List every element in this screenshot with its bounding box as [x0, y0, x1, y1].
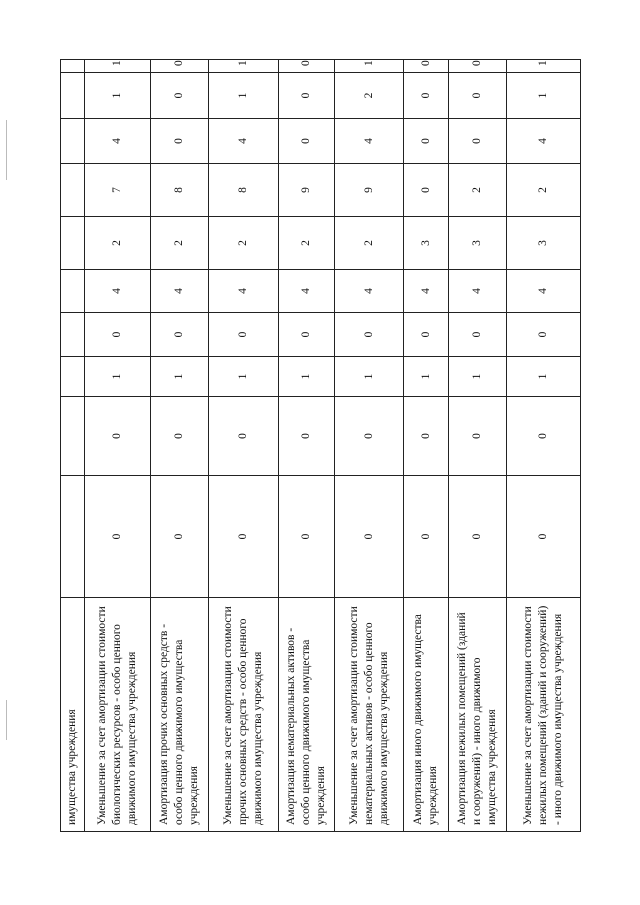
table-cell: 4	[209, 119, 279, 164]
table-row	[335, 60, 404, 832]
table-cell	[61, 270, 85, 313]
table-cell: 0	[449, 73, 507, 119]
row-label: Уменьшение за счет амортизации стоимости прочих основных средств - особо ценного движимого имущества учреждения	[209, 598, 279, 832]
table-cell: 0	[279, 73, 335, 119]
table-cell: 4	[279, 270, 335, 313]
table-cell: 1	[507, 357, 581, 397]
table-cell: 1	[335, 60, 404, 73]
table-cell: 0	[151, 60, 209, 73]
table-cell: 1	[85, 60, 151, 73]
table-cell: 0	[507, 397, 581, 476]
table-cell: 1	[335, 357, 404, 397]
table-row	[85, 60, 151, 832]
table-cell: 0	[279, 119, 335, 164]
table-cell: 8	[209, 164, 279, 217]
table-cell: 0	[404, 476, 449, 598]
table-cell: 9	[335, 164, 404, 217]
table-cell: 1	[507, 60, 581, 73]
table-cell: 8	[151, 164, 209, 217]
amortization-table	[60, 59, 581, 832]
table-cell: 0	[404, 397, 449, 476]
table-cell: 1	[209, 73, 279, 119]
table-cell: 0	[335, 313, 404, 357]
table-cell: 0	[209, 397, 279, 476]
table-cell: 4	[209, 270, 279, 313]
table-cell: 1	[507, 73, 581, 119]
table-cell: 0	[85, 313, 151, 357]
table-cell: 4	[335, 119, 404, 164]
table-cell: 3	[449, 217, 507, 270]
table-cell: 4	[85, 270, 151, 313]
table-cell: 4	[507, 270, 581, 313]
table-cell: 0	[449, 313, 507, 357]
table-cell: 0	[449, 60, 507, 73]
table-cell: 2	[449, 164, 507, 217]
table-cell: 0	[404, 60, 449, 73]
table-cell	[61, 476, 85, 598]
table-cell: 0	[335, 476, 404, 598]
table-cell: 0	[279, 397, 335, 476]
table-cell: 0	[449, 397, 507, 476]
row-label: Амортизация прочих основных средств - особо ценного движимого имущества учреждения	[151, 598, 209, 832]
table-cell	[61, 313, 85, 357]
table-cell: 7	[85, 164, 151, 217]
table-cell: 0	[279, 476, 335, 598]
table-cell: 2	[279, 217, 335, 270]
table-cell: 0	[335, 397, 404, 476]
table-cell: 1	[85, 73, 151, 119]
table-cell: 4	[449, 270, 507, 313]
table-cell: 4	[507, 119, 581, 164]
table-cell: 0	[85, 476, 151, 598]
table-cell: 3	[404, 217, 449, 270]
table-cell: 0	[151, 476, 209, 598]
table-cell: 0	[404, 164, 449, 217]
scan-edge-mark	[6, 120, 7, 180]
table-cell	[61, 164, 85, 217]
table-cell: 9	[279, 164, 335, 217]
table-cell: 1	[209, 60, 279, 73]
table-cell: 0	[209, 313, 279, 357]
table-cell: 0	[507, 476, 581, 598]
table-cell: 0	[151, 313, 209, 357]
row-label: Амортизация нежилых помещений (зданий и сооружений) - иного движимого имущества учреждения	[449, 598, 507, 832]
table-cell: 0	[404, 313, 449, 357]
table-cell: 2	[335, 73, 404, 119]
table-cell: 4	[151, 270, 209, 313]
table-cell	[61, 397, 85, 476]
table-cell: 0	[209, 476, 279, 598]
table-cell: 2	[335, 217, 404, 270]
table-cell: 0	[507, 313, 581, 357]
table-cell	[61, 217, 85, 270]
table-row	[151, 60, 209, 832]
table-cell: 4	[85, 119, 151, 164]
table-row	[209, 60, 279, 832]
table-cell: 0	[279, 60, 335, 73]
table-cell: 0	[449, 476, 507, 598]
table-cell: 2	[151, 217, 209, 270]
table-cell: 4	[404, 270, 449, 313]
table-cell: 3	[507, 217, 581, 270]
table-cell: 2	[507, 164, 581, 217]
table-cell: 0	[279, 313, 335, 357]
table-row	[449, 60, 507, 832]
table-cell	[61, 73, 85, 119]
table-cell: 1	[151, 357, 209, 397]
scan-edge-mark	[6, 700, 7, 740]
table-row	[279, 60, 335, 832]
row-label: Амортизация нематериальных активов - особо ценного движимого имущества учреждения	[279, 598, 335, 832]
row-label: Уменьшение за счет амортизации стоимости биологических ресурсов - особо ценного движимого имущества учреждения	[85, 598, 151, 832]
row-label: Амортизация иного движимого имущества учреждения	[404, 598, 449, 832]
table-cell	[61, 119, 85, 164]
table-cell: 1	[85, 357, 151, 397]
rotated-table-wrapper	[60, 60, 580, 832]
table-cell: 1	[449, 357, 507, 397]
table-cell: 1	[404, 357, 449, 397]
table-cell: 0	[151, 119, 209, 164]
table-cell	[61, 357, 85, 397]
table-row	[404, 60, 449, 832]
table-row	[507, 60, 581, 832]
table-cell: 0	[151, 73, 209, 119]
row-label: Уменьшение за счет амортизации стоимости нематериальных активов - особо ценного движимого имущества учреждения	[335, 598, 404, 832]
table-cell: 2	[85, 217, 151, 270]
row-label: Уменьшение за счет амортизации стоимости нежилых помещений (зданий и сооружений) - иного движимого имущества учреждения	[507, 598, 581, 832]
table-cell: 2	[209, 217, 279, 270]
row-label: имущества учреждения	[61, 598, 85, 832]
table-cell: 0	[404, 73, 449, 119]
table-cell: 1	[209, 357, 279, 397]
table-cell: 0	[449, 119, 507, 164]
table-cell: 1	[279, 357, 335, 397]
table-cell: 0	[404, 119, 449, 164]
table-cell: 0	[151, 397, 209, 476]
table-row	[61, 60, 85, 832]
table-cell	[61, 60, 85, 73]
table-cell: 4	[335, 270, 404, 313]
table-cell: 0	[85, 397, 151, 476]
